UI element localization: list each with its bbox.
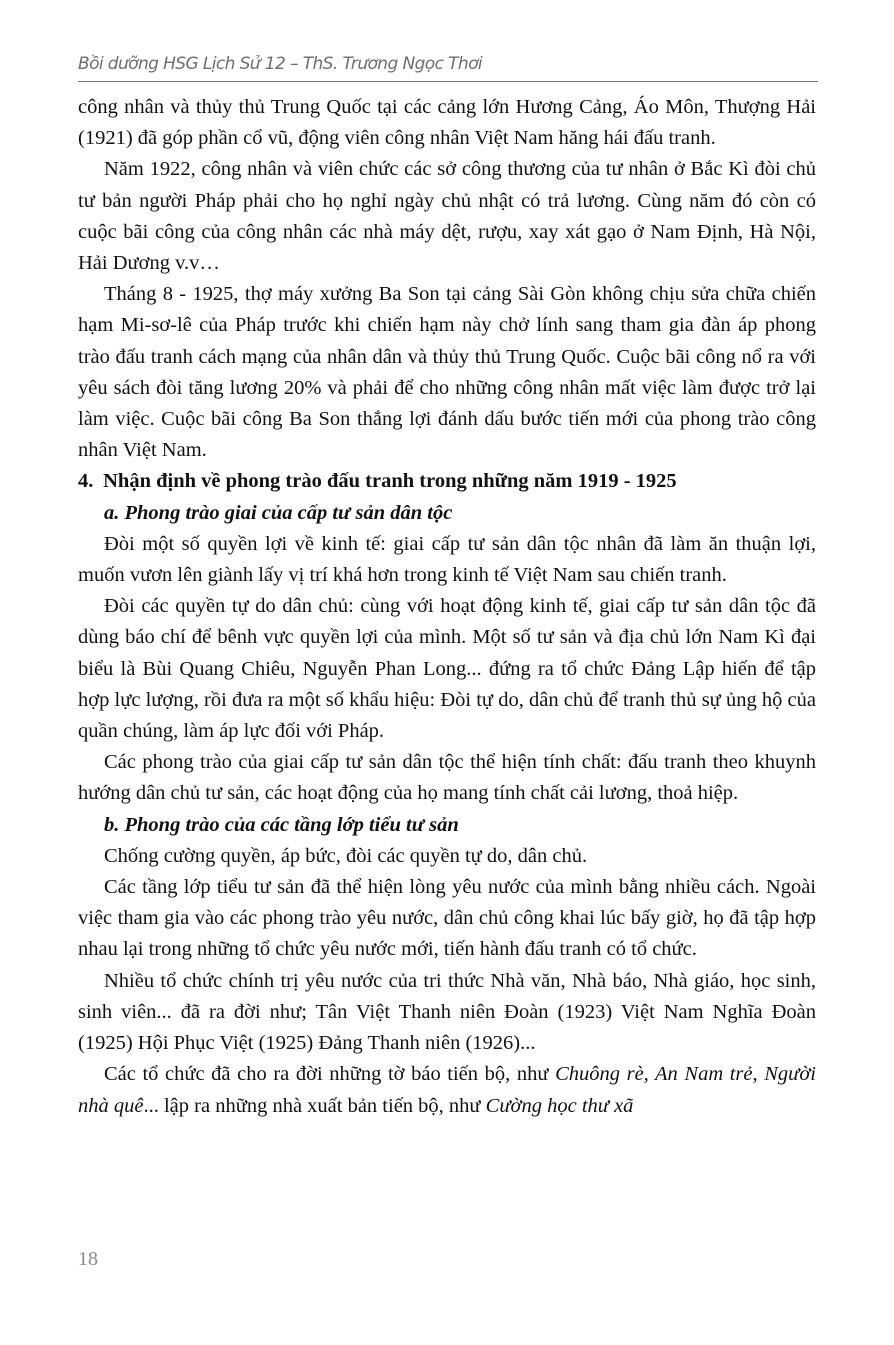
section-heading xyxy=(78,466,816,497)
paragraph: Đòi một số quyền lợi về kinh tế: giai cấp tư sản dân tộc nhân đã làm ăn thuận lợi, muốn vươn lên giành lấy vị trí khá hơn trong kinh tế Việt Nam sau chiến tranh. xyxy=(78,532,816,587)
page-body xyxy=(78,92,816,1122)
paragraph: Năm 1922, công nhân và viên chức các sở công thương của tư nhân ở Bắc Kì đòi chủ tư bản người Pháp phải cho họ nghỉ ngày chủ nhật có trả lương. Cùng năm đó còn có cuộc bãi công của công nhân các nhà máy dệt, rượu, xay xát gạo ở Nam Định, Hà Nội, Hải Dương v.v… xyxy=(78,158,816,275)
text-run: Các tổ chức đã cho ra đời những tờ báo tiến bộ, như xyxy=(104,1063,556,1086)
newspaper-titles: Chuông rè, An Nam trẻ, Người nhà quê xyxy=(78,1063,816,1117)
paragraph: Đòi các quyền tự do dân chủ: cùng với hoạt động kinh tế, giai cấp tư sản dân tộc đã dùng báo chí để bênh vực quyền lợi của mình. Một số tư sản và địa chủ lớn Nam Kì đại biểu là Bùi Quang Chiêu, Nguyễn Phan Long... đứng ra tổ chức Đảng Lập hiến để tập hợp lực lượng, rồi đưa ra một số khẩu hiệu: Đòi tự do, dân chủ để tranh thủ sự ủng hộ của quần chúng, làm áp lực đối với Pháp. xyxy=(78,595,816,743)
paragraph: công nhân và thủy thủ Trung Quốc tại các cảng lớn Hương Cảng, Áo Môn, Thượng Hải (1921) đã góp phần cổ vũ, động viên công nhân Việt Nam hăng hái đấu tranh. xyxy=(78,96,816,150)
section-number: 4. xyxy=(78,470,94,493)
paragraph: Các phong trào của giai cấp tư sản dân tộc thể hiện tính chất: đấu tranh theo khuynh hướng dân chủ tư sản, các hoạt động của họ mang tính chất cải lương, thoả hiệp. xyxy=(78,751,816,805)
page-number: 18 xyxy=(78,1248,98,1270)
subsection-heading-a: a. Phong trào giai của cấp tư sản dân tộc xyxy=(104,501,453,524)
paragraph: Nhiều tổ chức chính trị yêu nước của tri thức Nhà văn, Nhà báo, Nhà giáo, học sinh, sinh viên... đã ra đời như; Tân Việt Thanh niên Đoàn (1923) Việt Nam Nghĩa Đoàn (1925) Hội Phục Việt (1925) Đảng Thanh niên (1926)... xyxy=(78,969,816,1055)
section-title: Nhận định về phong trào đấu tranh trong những năm 1919 - 1925 xyxy=(103,470,677,493)
header-divider xyxy=(78,81,818,82)
text-run: ... lập ra những nhà xuất bản tiến bộ, như xyxy=(143,1094,486,1117)
paragraph xyxy=(78,1059,816,1121)
paragraph: Tháng 8 - 1925, thợ máy xưởng Ba Son tại cảng Sài Gòn không chịu sửa chữa chiến hạm Mi-sơ-lê của Pháp trước khi chiến hạm này chở lính sang tham gia đàn áp phong trào đấu tranh cách mạng của nhân dân và thủy thủ Trung Quốc. Cuộc bãi công nổ ra với yêu sách đòi tăng lương 20% và phải để cho những công nhân mất việc làm được trở lại làm việc. Cuộc bãi công Ba Son thắng lợi đánh dấu bước tiến mới của phong trào công nhân Việt Nam. xyxy=(78,283,816,462)
running-header: Bồi dưỡng HSG Lịch Sử 12 – ThS. Trương Ngọc Thơi xyxy=(78,54,483,74)
paragraph: Chống cường quyền, áp bức, đòi các quyền tự do, dân chủ. xyxy=(104,844,588,867)
subsection-heading-b: b. Phong trào của các tầng lớp tiểu tư sản xyxy=(104,813,459,836)
paragraph: Các tầng lớp tiểu tư sản đã thể hiện lòng yêu nước của mình bằng nhiều cách. Ngoài việc tham gia vào các phong trào yêu nước, dân chủ công khai lúc bấy giờ, họ đã tập hợp nhau lại trong những tổ chức yêu nước mới, tiến hành đấu tranh có tổ chức. xyxy=(78,876,816,961)
publisher-title: Cường học thư xã xyxy=(485,1094,634,1117)
